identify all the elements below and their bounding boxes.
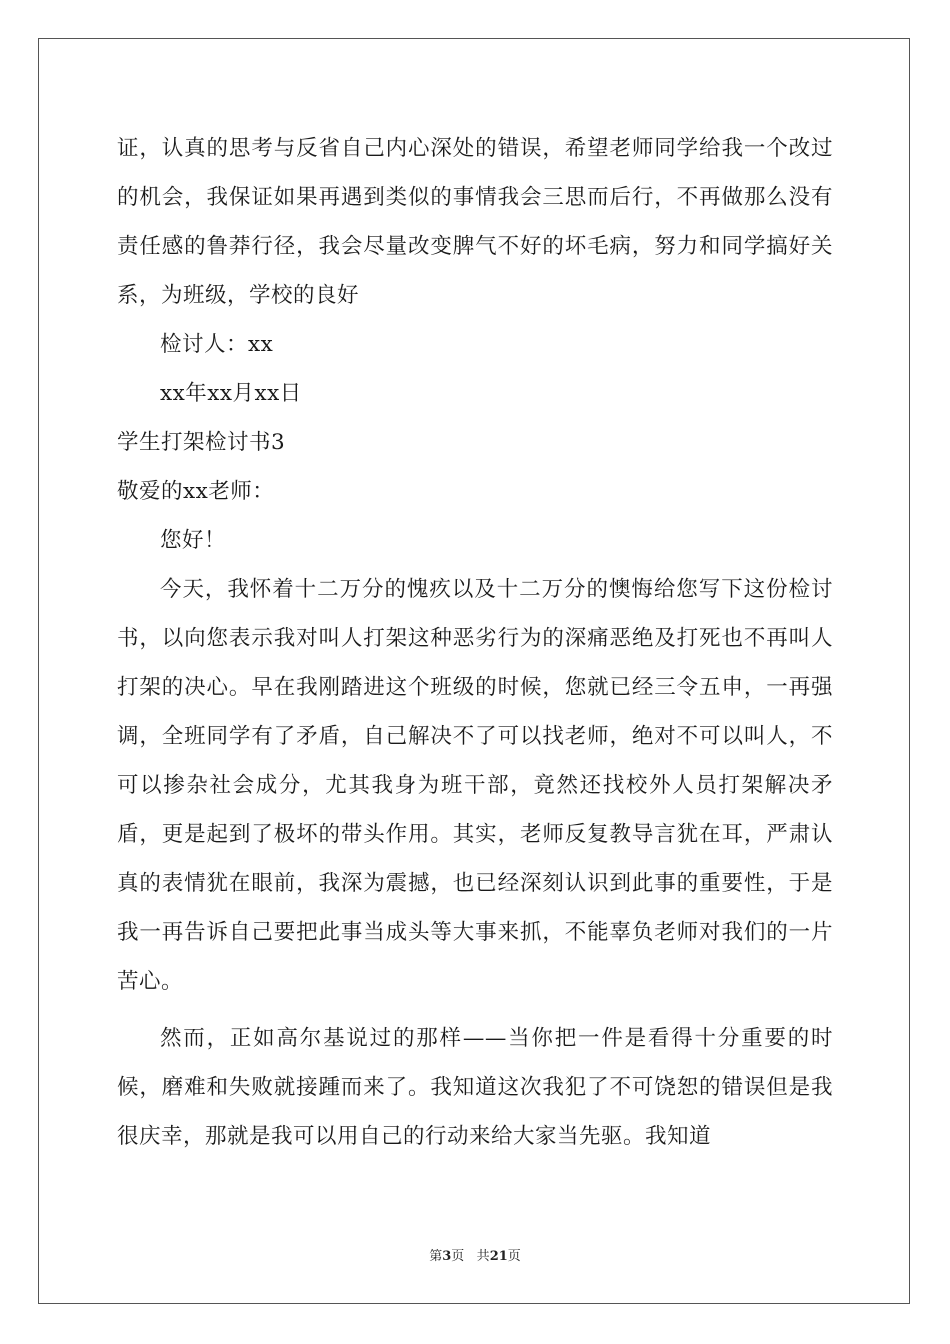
footer-total-prefix: 共 [476,1249,490,1264]
paragraph-body-2: 然而，正如高尔基说过的那样——当你把一件是看得十分重要的时候，磨难和失败就接踵而来了。我知道这次我犯了不可饶恕的错误但是我很庆幸，那就是我可以用自己的行动来给大家当先驱。我知道 [117,1026,833,1149]
salutation: 敬爱的xx老师： [117,479,275,504]
paragraph-continuation: 证，认真的思考与反省自己内心深处的错误，希望老师同学给我一个改过的机会，我保证如果再遇到类似的事情我会三思而后行，不再做那么没有责任感的鲁莽行径，我会尽量改变脾气不好的坏毛病，努力和同学搞好关系，为班级，学校的良好 [117,136,833,308]
page-footer [0,1245,950,1264]
date-line: xx年xx月xx日 [160,381,302,406]
section-title: 学生打架检讨书3 [117,430,286,455]
footer-page-suffix: 页 [451,1249,465,1264]
greeting: 您好！ [160,528,227,553]
footer-page-prefix: 第 [429,1249,443,1264]
document-body [117,124,833,1161]
footer-total-suffix: 页 [507,1249,521,1264]
paragraph-body-1: 今天，我怀着十二万分的愧疚以及十二万分的懊悔给您写下这份检讨书，以向您表示我对叫人打架这种恶劣行为的深痛恶绝及打死也不再叫人打架的决心。早在我刚踏进这个班级的时候，您就已经三令五申，一再强调，全班同学有了矛盾，自己解决不了可以找老师，绝对不可以叫人，不可以掺杂社会成分，尤其我身为班干部，竟然还找校外人员打架解决矛盾，更是起到了极坏的带头作用。其实，老师反复教导言犹在耳，严肃认真的表情犹在眼前，我深为震撼，也已经深刻认识到此事的重要性，于是我一再告诉自己要把此事当成头等大事来抓，不能辜负老师对我们的一片苦心。 [117,577,833,994]
footer-total-pages: 21 [489,1249,508,1264]
footer-page-number: 3 [442,1249,452,1264]
signature-line: 检讨人：xx [160,332,274,357]
